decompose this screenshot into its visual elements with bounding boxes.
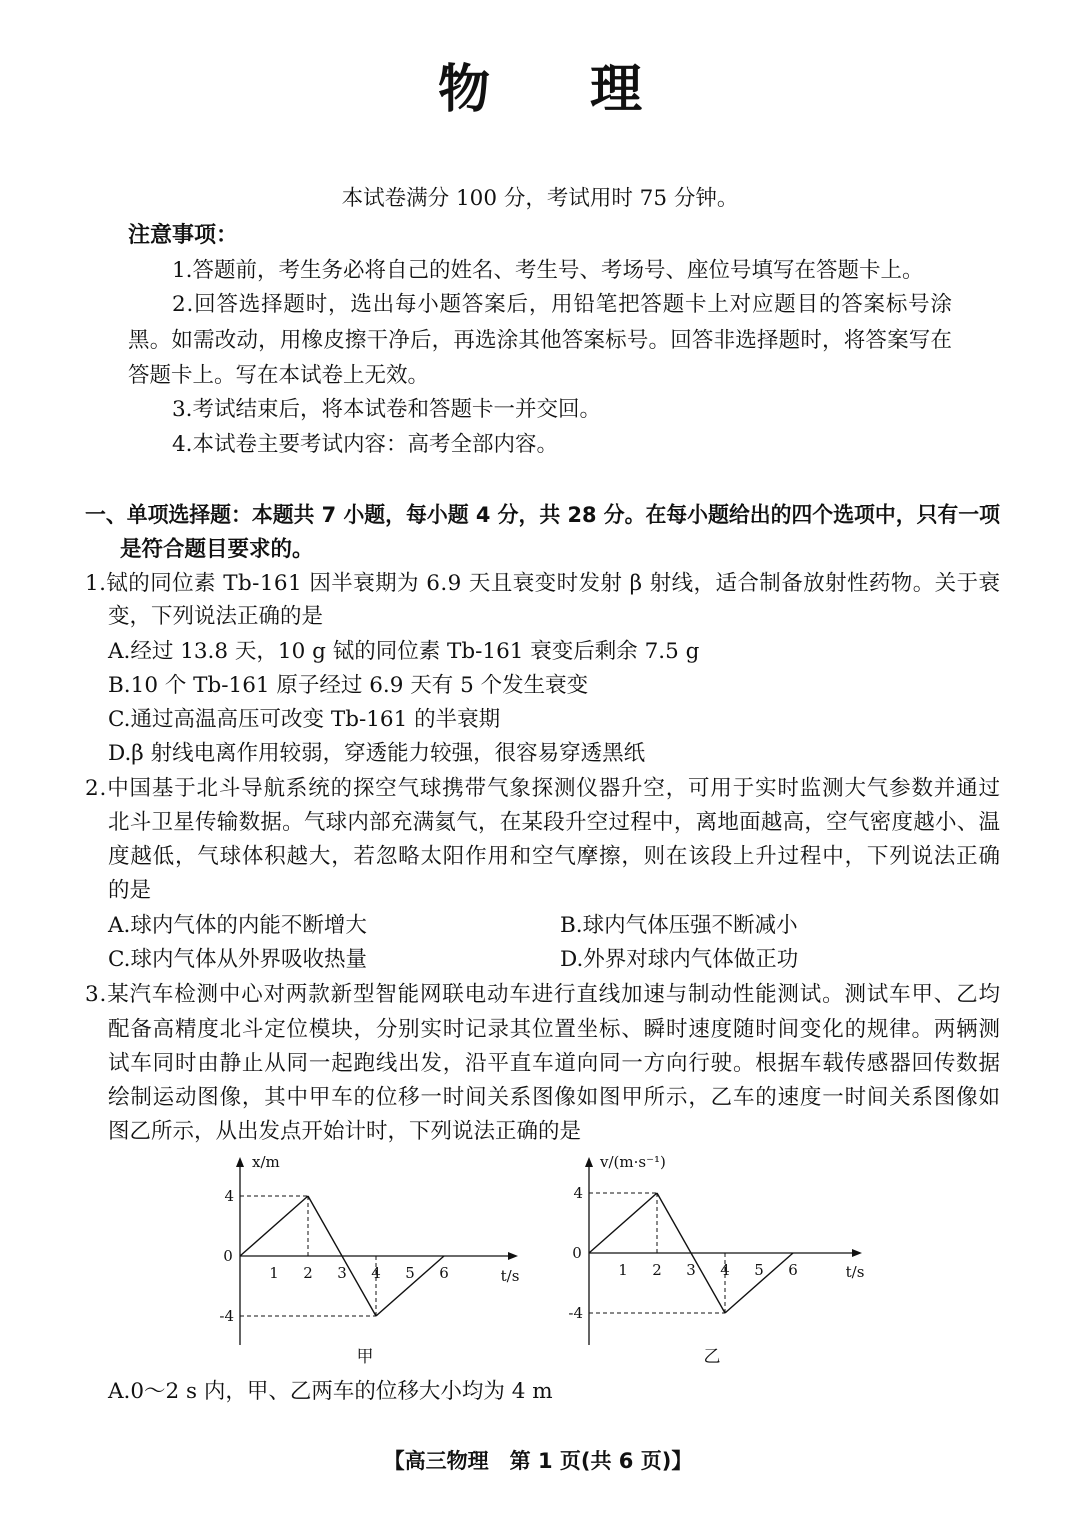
exam-info: 本试卷满分 100 分，考试用时 75 分钟。	[341, 186, 739, 211]
question-3-stem: 图乙所示，从出发点开始计时，下列说法正确的是	[108, 1119, 582, 1144]
x-tick-label: 3	[337, 1264, 347, 1282]
figure-caption: 甲	[356, 1347, 374, 1367]
y-axis-arrow	[236, 1157, 244, 1167]
x-tick-label: 1	[618, 1261, 628, 1279]
question-2-option-a: A.球内气体的内能不断增大	[108, 913, 367, 938]
y-tick-label: 4	[573, 1184, 583, 1202]
x-axis-arrow	[508, 1252, 518, 1260]
series-segment	[240, 1196, 308, 1256]
x-tick-label: 2	[303, 1264, 313, 1282]
question-2-stem: 的是	[108, 878, 152, 903]
notice-line: 黑。如需改动，用橡皮擦干净后，再选涂其他答案标号。回答非选择题时，将答案写在	[128, 328, 953, 353]
question-2-stem: 北斗卫星传输数据。气球内部充满氦气，在某段升空过程中，离地面越高，空气密度越小、温	[108, 810, 1001, 835]
question-1-option-a: A.经过 13.8 天，10 g 铽的同位素 Tb-161 衰变后剩余 7.5 g	[108, 639, 700, 664]
question-1-stem: 1.铽的同位素 Tb-161 因半衰期为 6.9 天且衰变时发射 β 射线，适合制备放射性药物。关于衰	[85, 571, 1001, 596]
notice-line: 4.本试卷主要考试内容：高考全部内容。	[172, 432, 559, 457]
notice-line: 答题卡上。写在本试卷上无效。	[128, 363, 430, 388]
y-tick-label: -4	[568, 1304, 583, 1322]
question-2-option-c: C.球内气体从外界吸收热量	[108, 947, 368, 972]
page-title: 物理	[437, 60, 742, 120]
y-axis-label: x/m	[252, 1153, 280, 1171]
question-3-stem: 3.某汽车检测中心对两款新型智能网联电动车进行直线加速与制动性能测试。测试车甲、乙均	[85, 982, 1001, 1007]
y-tick-label: -4	[219, 1307, 234, 1325]
notice-line: 3.考试结束后，将本试卷和答题卡一并交回。	[172, 397, 602, 422]
x-tick-label: 6	[439, 1264, 449, 1282]
y-axis-label: v/(m·s⁻¹)	[600, 1153, 666, 1171]
x-tick-label: 6	[788, 1261, 798, 1279]
notice-line: 1.答题前，考生务必将自己的姓名、考生号、考场号、座位号填写在答题卡上。	[172, 258, 924, 283]
figure-yi-velocity-time	[549, 1145, 879, 1375]
x-tick-label: 4	[371, 1264, 381, 1282]
x-axis-arrow	[852, 1249, 862, 1257]
page-footer: 【高三物理 第 1 页(共 6 页)】	[383, 1449, 693, 1473]
question-1-option-c: C.通过高温高压可改变 Tb-161 的半衰期	[108, 707, 501, 732]
x-tick-label: 4	[720, 1261, 730, 1279]
question-1-stem: 变，下列说法正确的是	[108, 604, 324, 629]
x-tick-label: 5	[405, 1264, 415, 1282]
series-segment	[589, 1193, 657, 1253]
notice-heading: 注意事项：	[128, 223, 239, 248]
origin-label: 0	[572, 1244, 582, 1262]
notice-line: 2.回答选择题时，选出每小题答案后，用铅笔把答题卡上对应题目的答案标号涂	[172, 292, 953, 317]
question-3-option-a: A.0～2 s 内，甲、乙两车的位移大小均为 4 m	[108, 1379, 553, 1404]
section-heading: 一、单项选择题：本题共 7 小题，每小题 4 分，共 28 分。在每小题给出的四个选项中，只有一项	[85, 503, 1000, 528]
x-tick-label: 5	[754, 1261, 764, 1279]
x-axis-label: t/s	[845, 1263, 865, 1281]
x-axis-label: t/s	[500, 1267, 520, 1285]
question-1-option-d: D.β 射线电离作用较弱，穿透能力较强，很容易穿透黑纸	[108, 741, 646, 766]
section-heading: 是符合题目要求的。	[120, 537, 314, 562]
y-axis-arrow	[585, 1157, 593, 1167]
x-tick-label: 1	[269, 1264, 279, 1282]
x-tick-label: 3	[686, 1261, 696, 1279]
figure-jia-displacement-time	[200, 1145, 540, 1375]
figure-caption: 乙	[703, 1347, 721, 1367]
origin-label: 0	[223, 1247, 233, 1265]
question-2-option-b: B.球内气体压强不断减小	[560, 913, 798, 938]
question-3-stem: 试车同时由静止从同一起跑线出发，沿平直车道向同一方向行驶。根据车载传感器回传数据	[108, 1051, 1001, 1076]
question-2-option-d: D.外界对球内气体做正功	[560, 947, 799, 972]
question-3-stem: 绘制运动图像，其中甲车的位移一时间关系图像如图甲所示，乙车的速度一时间关系图像如	[108, 1085, 1001, 1110]
question-1-option-b: B.10 个 Tb-161 原子经过 6.9 天有 5 个发生衰变	[108, 673, 589, 698]
question-3-stem: 配备高精度北斗定位模块，分别实时记录其位置坐标、瞬时速度随时间变化的规律。两辆测	[108, 1017, 1001, 1042]
y-tick-label: 4	[224, 1187, 234, 1205]
question-2-stem: 2.中国基于北斗导航系统的探空气球携带气象探测仪器升空，可用于实时监测大气参数并通过	[85, 776, 1001, 801]
x-tick-label: 2	[652, 1261, 662, 1279]
question-2-stem: 度越低，气球体积越大，若忽略太阳作用和空气摩擦，则在该段上升过程中，下列说法正确	[108, 844, 1001, 869]
